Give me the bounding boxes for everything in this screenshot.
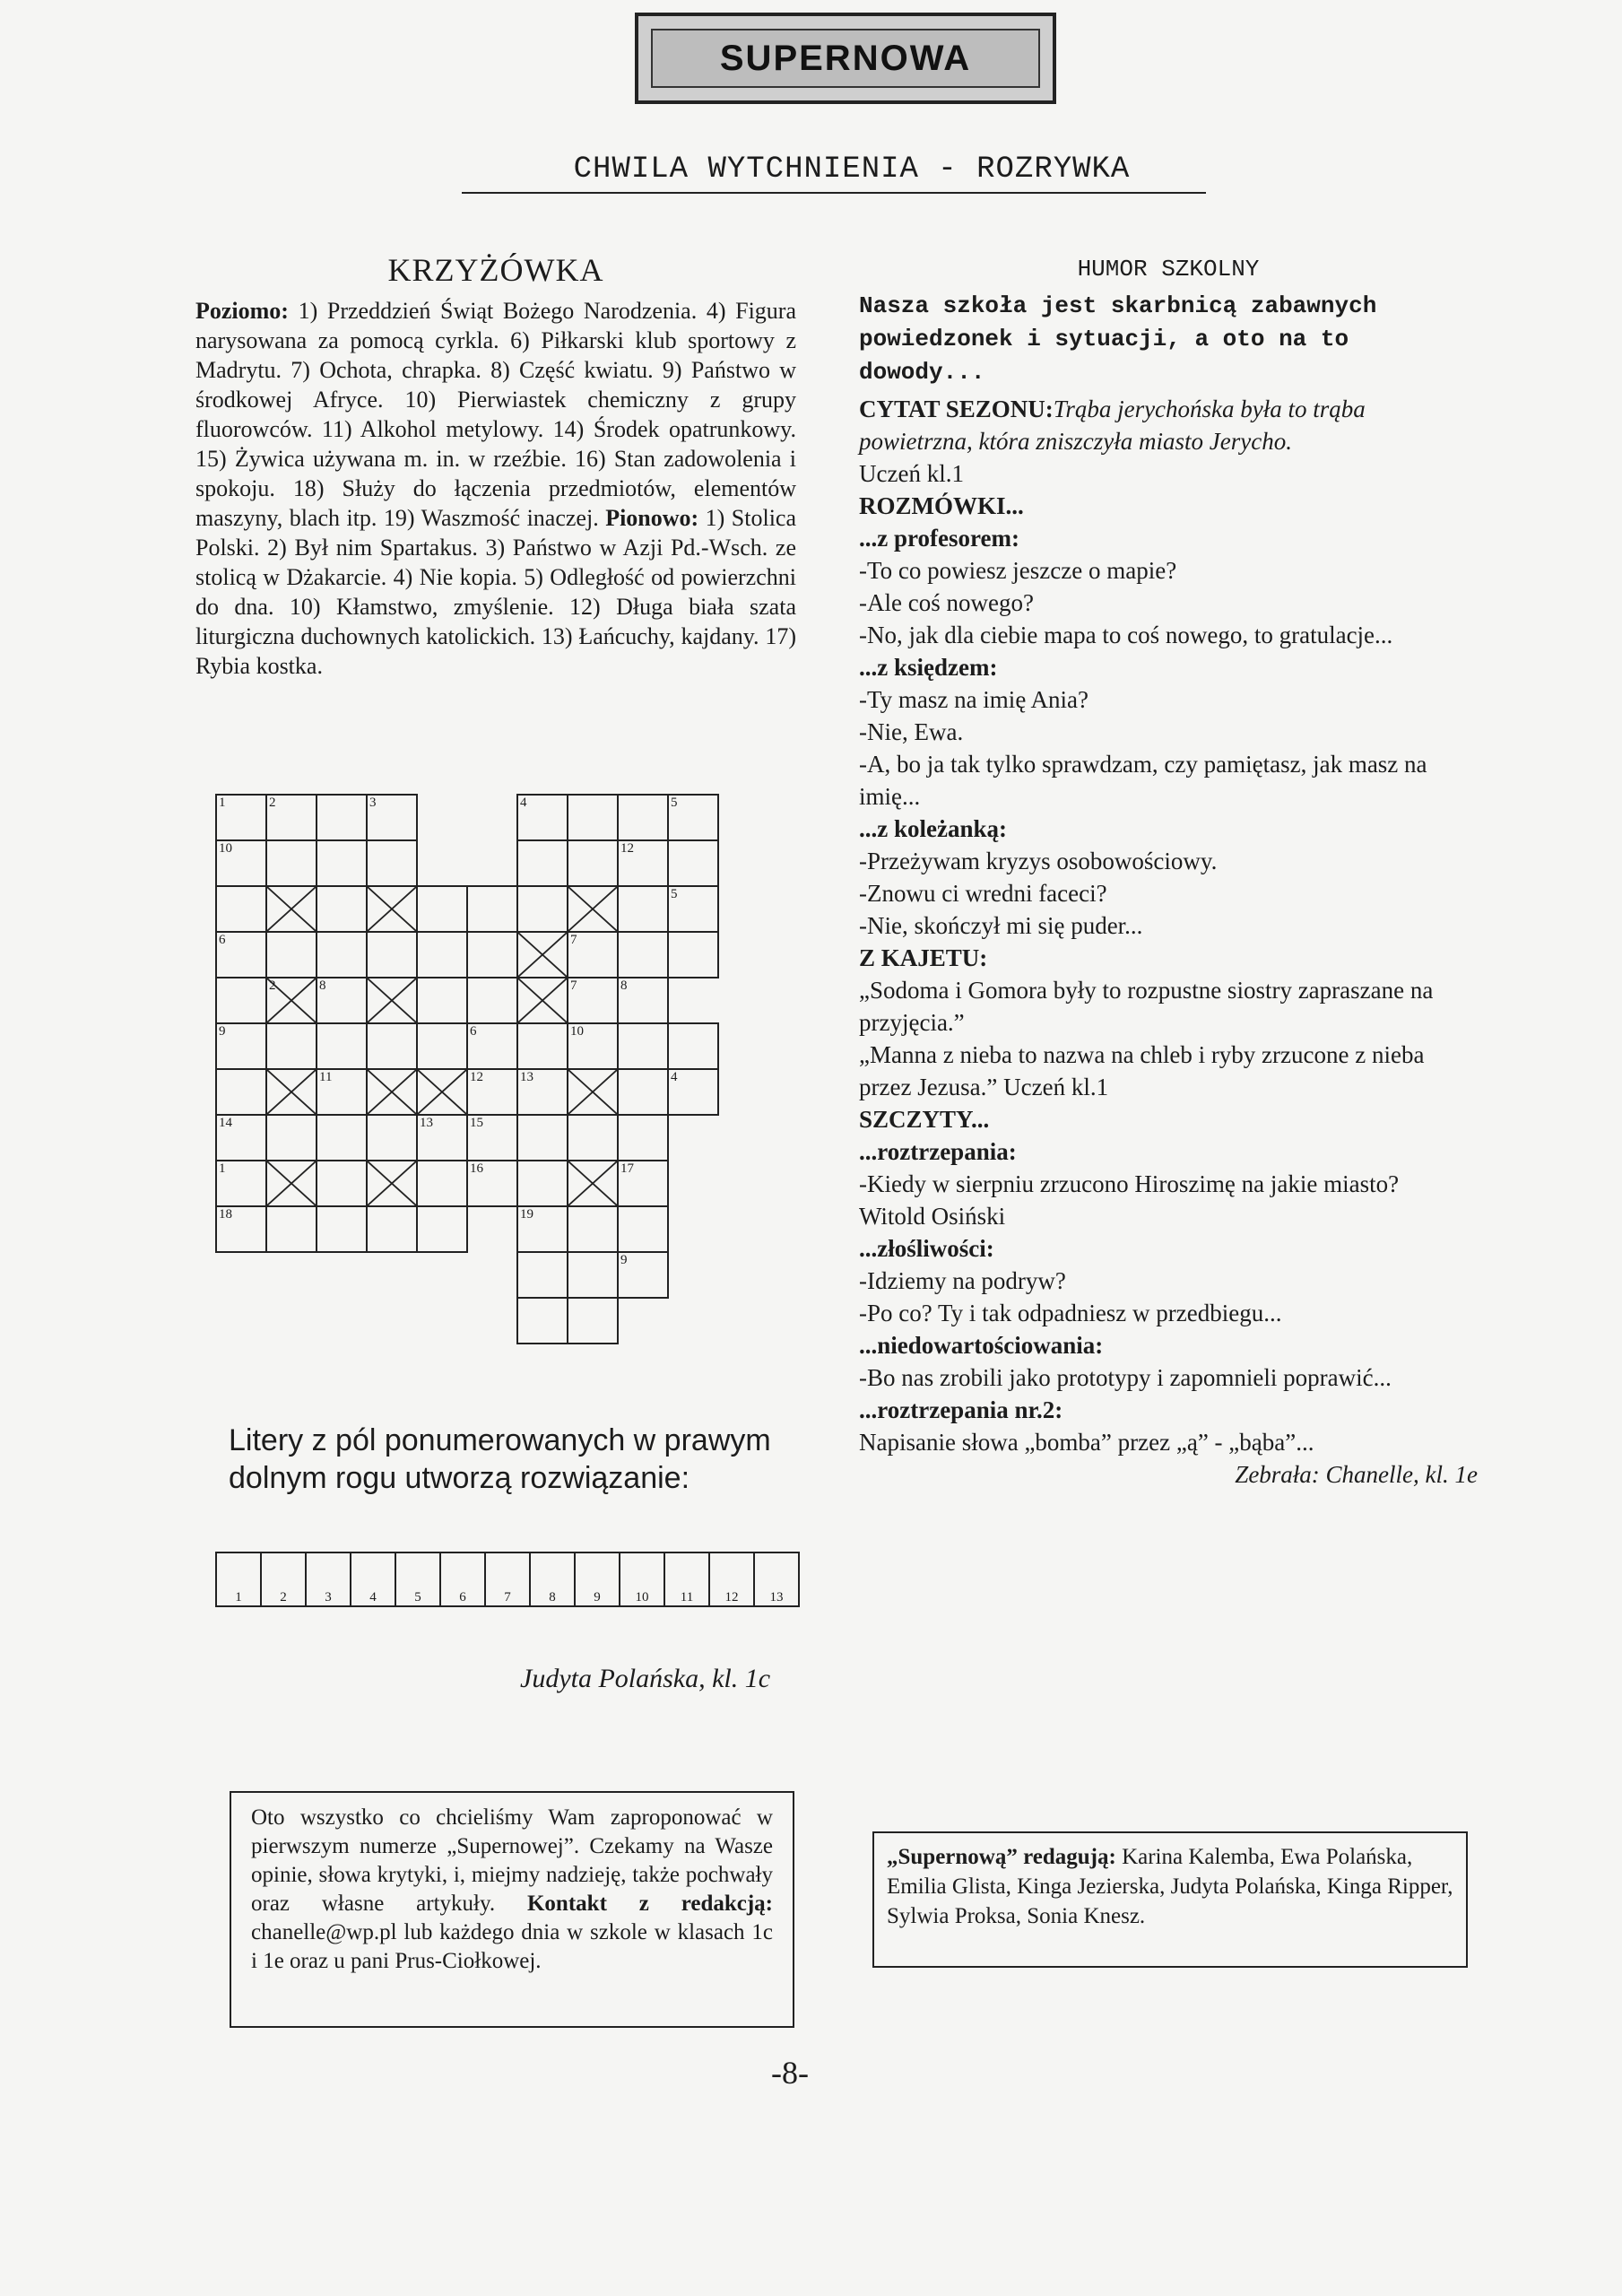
solution-cell[interactable] [439,1552,486,1607]
crossword-cell[interactable] [215,885,267,933]
crossword-cell[interactable] [516,1160,568,1207]
cell-number: 13 [420,1116,433,1130]
crossword-cell[interactable] [366,931,418,978]
humor-line: „Manna z nieba to nazwa na chleb i ryby zrzucone z nieba przez Jezusa.” Uczeń kl.1 [859,1041,1425,1100]
crossword-cell[interactable] [316,1205,368,1253]
crossword-cell[interactable] [466,977,518,1024]
humor-heading: ...złośliwości: [859,1235,994,1262]
crossword-cell[interactable] [215,1160,267,1207]
solution-cell-number: 1 [235,1590,242,1605]
solution-cell-number: 9 [594,1590,601,1605]
cell-number: 6 [219,933,226,947]
crossword-cell[interactable] [617,885,669,933]
humor-column [859,256,1478,1491]
down-label: Pionowo: [605,505,699,531]
crossword-cell[interactable] [265,1022,317,1070]
solution-cell[interactable] [708,1552,755,1607]
editorial-intro: Oto wszystko co chcieliśmy Wam zaproponować w pierwszym numerze „Supernowej”. Czekamy na Wasze opinie, słowa krytyki, i, miejmy nadzieję, także pochwały oraz własne artykuły. [251,1805,773,1916]
humor-lines [859,490,1478,1491]
solution-cell[interactable] [484,1552,531,1607]
solution-cell[interactable] [619,1552,665,1607]
crossword-cell[interactable] [516,839,568,887]
cell-number: 13 [520,1070,533,1084]
crossword-cell[interactable] [316,1022,368,1070]
staff-names: Karina Kalemba, Ewa Polańska, Emilia Glista, Kinga Jezierska, Judyta Polańska, Kinga Ripper, Sylwia Proksa, Sonia Knesz. [887,1845,1453,1928]
crossword-cell[interactable] [617,839,669,887]
cell-number: 11 [319,1070,333,1084]
cell-number: 4 [520,796,527,810]
cell-number: 19 [520,1207,533,1222]
humor-heading: ...roztrzepania: [859,1138,1017,1165]
logo-text: SUPERNOWA [719,38,972,78]
crossword-cell-blocked [265,885,317,933]
crossword-title: KRZYŻÓWKA [387,252,604,288]
crossword-cell[interactable] [667,794,719,841]
crossword-cell[interactable] [416,1114,468,1161]
crossword-cell-blocked [366,1068,418,1116]
crossword-cell[interactable] [567,839,619,887]
humor-heading: Z KAJETU: [859,944,988,971]
humor-line: -To co powiesz jeszcze o mapie? [859,557,1177,584]
crossword-cell[interactable] [516,1068,568,1116]
solution-cell-number: 10 [635,1590,649,1605]
quote-line [859,393,1478,457]
humor-line: -Bo nas zrobili jako prototypy i zapomnieli poprawić... [859,1364,1392,1391]
across-clues: 1) Przeddzień Świąt Bożego Narodzenia. 4) Figura narysowana za pomocą cyrkla. 6) Piłkarski klub sportowy z Madrytu. 7) Ochota, chrapka. 8) Część kwiatu. 9) Państwo w środkowej Afryce. 10) Pierwiastek chemiczny z grupy fluorowców. 11) Alkohol metylowy. 14) Środek opatrunkowy. 15) Żywica używana m. in. w rzeźbie. 16) Stan zadowolenia i spokoju. 18) Służy do łączenia przedmiotów, elementów maszyny, blach itp. 19) Waszmość inaczej. [195,298,796,531]
cell-number: 10 [570,1024,584,1039]
solution-cell[interactable] [529,1552,576,1607]
cell-number: 1 [219,796,226,810]
crossword-cell[interactable] [316,839,368,887]
humor-title: HUMOR SZKOLNY [1077,256,1260,283]
crossword-cell[interactable] [466,1160,518,1207]
humor-heading: ...z księdzem: [859,654,998,681]
crossword-cell[interactable] [215,931,267,978]
crossword-cell[interactable] [466,1022,518,1070]
humor-line: -Ale coś nowego? [859,589,1034,616]
quote-label: CYTAT SEZONU: [859,396,1054,422]
crossword-cell[interactable] [567,1114,619,1161]
humor-heading: ...niedowartościowania: [859,1332,1104,1359]
crossword-cell[interactable] [215,1114,267,1161]
solution-cell-number: 4 [369,1590,377,1605]
cell-number: 15 [470,1116,483,1130]
cell-number: 10 [219,841,232,856]
crossword-cell[interactable] [265,931,317,978]
title-underline [462,192,1206,194]
crossword-cell[interactable] [265,1205,317,1253]
crossword-cell[interactable] [366,794,418,841]
quote-author: Uczeń kl.1 [859,460,964,487]
cell-number: 3 [369,796,377,810]
crossword-cell[interactable] [567,977,619,1024]
cell-number: 8 [319,978,326,993]
solution-cell[interactable] [350,1552,396,1607]
crossword-cell[interactable] [215,794,267,841]
cell-number: 12 [620,841,634,856]
crossword-cell-blocked [567,1160,619,1207]
cell-number: 8 [620,978,628,993]
humor-line: -Idziemy na podryw? [859,1267,1066,1294]
crossword-cell[interactable] [516,794,568,841]
crossword-cell[interactable] [466,931,518,978]
crossword-cell[interactable] [617,977,669,1024]
crossword-cell[interactable] [416,931,468,978]
cell-number: 1 [219,1161,226,1176]
cell-number: 2 [269,796,276,810]
crossword-cell-blocked [265,1068,317,1116]
crossword-cell[interactable] [516,1205,568,1253]
crossword-cell[interactable] [316,794,368,841]
across-label: Poziomo: [195,298,289,324]
crossword-cell[interactable] [516,1251,568,1299]
page-number: -8- [771,2055,809,2091]
crossword-cell[interactable] [416,1160,468,1207]
crossword-cell[interactable] [215,1205,267,1253]
crossword-cell-blocked [366,977,418,1024]
crossword-cell[interactable] [567,931,619,978]
humor-heading: ...roztrzepania nr.2: [859,1396,1063,1423]
humor-heading: SZCZYTY... [859,1106,990,1133]
crossword-cell[interactable] [215,1068,267,1116]
humor-line: -Ty masz na imię Ania? [859,686,1089,713]
solution-cell[interactable] [574,1552,620,1607]
crossword-cell[interactable] [667,1022,719,1070]
crossword-cell[interactable] [516,1022,568,1070]
humor-line: -Nie, Ewa. [859,718,964,745]
editorial-box [230,1791,794,2028]
crossword-cell[interactable] [366,839,418,887]
solution-cell[interactable] [260,1552,307,1607]
solution-cell-number: 8 [549,1590,556,1605]
crossword-cell-blocked [567,885,619,933]
cell-number: 5 [671,796,678,810]
cell-number: 12 [470,1070,483,1084]
crossword-cell[interactable] [316,885,368,933]
quote-text: Trąba jerychońska była to trąba powietrzna, która zniszczyła miasto Jerycho. [859,396,1366,455]
staff-box [872,1831,1468,1968]
crossword-cell[interactable] [466,1114,518,1161]
clues-text [195,296,796,681]
crossword-cell-blocked [265,977,317,1024]
solution-cell-number: 6 [459,1590,466,1605]
crossword-cell-blocked [265,1160,317,1207]
humor-line: -No, jak dla ciebie mapa to coś nowego, to gratulacje... [859,622,1393,648]
solution-cell-number: 2 [280,1590,287,1605]
crossword-cell-blocked [366,885,418,933]
crossword-cell[interactable] [567,794,619,841]
crossword-cell-blocked [567,1068,619,1116]
crossword-cell[interactable] [316,1068,368,1116]
humor-line: -Przeżywam kryzys osobowościowy. [859,848,1218,874]
crossword-cell[interactable] [567,1251,619,1299]
crossword-cell-blocked [416,1068,468,1116]
crossword-cell[interactable] [215,839,267,887]
cell-number: 4 [671,1070,678,1084]
crossword-cell[interactable] [617,1160,669,1207]
contact-label: Kontakt z redakcją: [526,1892,774,1916]
crossword-cell[interactable] [567,1205,619,1253]
crossword-cell[interactable] [466,885,518,933]
staff-label: „Supernową” redagują: [887,1845,1116,1869]
cell-number: 16 [470,1161,483,1176]
humor-heading: ...z profesorem: [859,525,1019,552]
humor-line: Zebrała: Chanelle, kl. 1e [1235,1461,1478,1488]
humor-heading: ROZMÓWKI... [859,492,1024,519]
humor-line: -Znowu ci wredni faceci? [859,880,1107,907]
crossword-author: Judyta Polańska, kl. 1c [520,1664,771,1693]
crossword-cell[interactable] [316,1114,368,1161]
solution-note: Litery z pól ponumerowanych w prawym dolnym rogu utworzą rozwiązanie: [229,1423,771,1495]
humor-line: -Po co? Ty i tak odpadniesz w przedbiegu... [859,1300,1282,1326]
cell-number: 5 [671,887,678,901]
solution-cell-number: 5 [414,1590,421,1605]
crossword-cell[interactable] [265,839,317,887]
humor-line: „Sodoma i Gomora były to rozpustne siostry zapraszane na przyjęcia.” [859,977,1434,1036]
crossword-cell[interactable] [516,1114,568,1161]
contact-text: chanelle@wp.pl lub każdego dnia w szkole w klasach 1c i 1e oraz u pani Prus-Ciołkowej. [251,1920,773,1973]
crossword-cell[interactable] [617,1022,669,1070]
crossword-cell[interactable] [265,794,317,841]
humor-line: Witold Osiński [859,1203,1006,1230]
cell-number: 7 [570,933,577,947]
solution-cell[interactable] [753,1552,800,1607]
crossword-cell[interactable] [567,1297,619,1344]
humor-line: -Nie, skończył mi się puder... [859,912,1143,939]
solution-cell-number: 12 [724,1590,739,1605]
crossword-cell[interactable] [567,1022,619,1070]
solution-cell-number: 7 [504,1590,511,1605]
crossword-cell[interactable] [617,794,669,841]
crossword-cell[interactable] [215,1022,267,1070]
humor-line: -A, bo ja tak tylko sprawdzam, czy pamiętasz, jak masz na imię... [859,751,1427,810]
humor-line: Napisanie słowa „bomba” przez „ą” - „bąba”... [859,1429,1314,1456]
crossword-cell[interactable] [416,885,468,933]
crossword-cell[interactable] [617,1205,669,1253]
humor-heading: ...z koleżanką: [859,815,1007,842]
crossword-cell[interactable] [516,1297,568,1344]
crossword-cell-blocked [516,977,568,1024]
cell-number: 6 [470,1024,477,1039]
crossword-cell[interactable] [416,1022,468,1070]
crossword-cell[interactable] [416,977,468,1024]
cell-number: 17 [620,1161,634,1176]
crossword-cell-blocked [516,931,568,978]
cell-number: 9 [219,1024,226,1039]
solution-cell[interactable] [395,1552,441,1607]
solution-cell[interactable] [215,1552,262,1607]
cell-number: 2 [269,978,276,993]
crossword-cell[interactable] [316,1160,368,1207]
crossword-cell[interactable] [667,839,719,887]
humor-intro: Nasza szkoła jest skarbnicą zabawnych powiedzonek i sytuacji, a oto na to dowody... [859,292,1377,386]
cell-number: 9 [620,1253,628,1267]
solution-cell-number: 13 [769,1590,784,1605]
crossword-cell[interactable] [617,1068,669,1116]
crossword-cell[interactable] [416,1205,468,1253]
crossword-cell[interactable] [265,1114,317,1161]
crossword-cell[interactable] [667,885,719,933]
humor-line: -Kiedy w sierpniu zrzucono Hiroszimę na jakie miasto? [859,1170,1400,1197]
crossword-cell[interactable] [466,1068,518,1116]
crossword-cell[interactable] [366,1114,418,1161]
section-title: CHWILA WYTCHNIENIA - ROZRYWKA [573,152,1131,187]
cell-number: 18 [219,1207,232,1222]
crossword-cell[interactable] [366,1205,418,1253]
crossword-clues [195,251,796,681]
crossword-cell[interactable] [617,1251,669,1299]
crossword-cell[interactable] [617,931,669,978]
crossword-cell[interactable] [215,977,267,1024]
crossword-cell[interactable] [617,1114,669,1161]
crossword-cell-blocked [366,1160,418,1207]
solution-cell[interactable] [305,1552,351,1607]
crossword-cell[interactable] [667,1068,719,1116]
cell-number: 7 [570,978,577,993]
crossword-cell[interactable] [667,931,719,978]
solution-cell[interactable] [664,1552,710,1607]
crossword-cell[interactable] [516,885,568,933]
down-clues: 1) Stolica Polski. 2) Był nim Spartakus. 3) Państwo w Azji Pd.-Wsch. ze stolicą w Dżakarcie. 4) Nie kopia. 5) Odległość od powierzchni do dna. 10) Kłamstwo, zmyślenie. 12) Długa biała szata liturgiczna duchownych katolickich. 13) Łańcuchy, kajdany. 17) Rybia kostka. [195,505,797,679]
solution-cell-number: 11 [680,1590,694,1605]
crossword-cell[interactable] [316,931,368,978]
solution-cell-number: 3 [325,1590,332,1605]
crossword-cell[interactable] [366,1022,418,1070]
cell-number: 14 [219,1116,232,1130]
masthead-logo [635,13,1056,104]
crossword-cell[interactable] [316,977,368,1024]
